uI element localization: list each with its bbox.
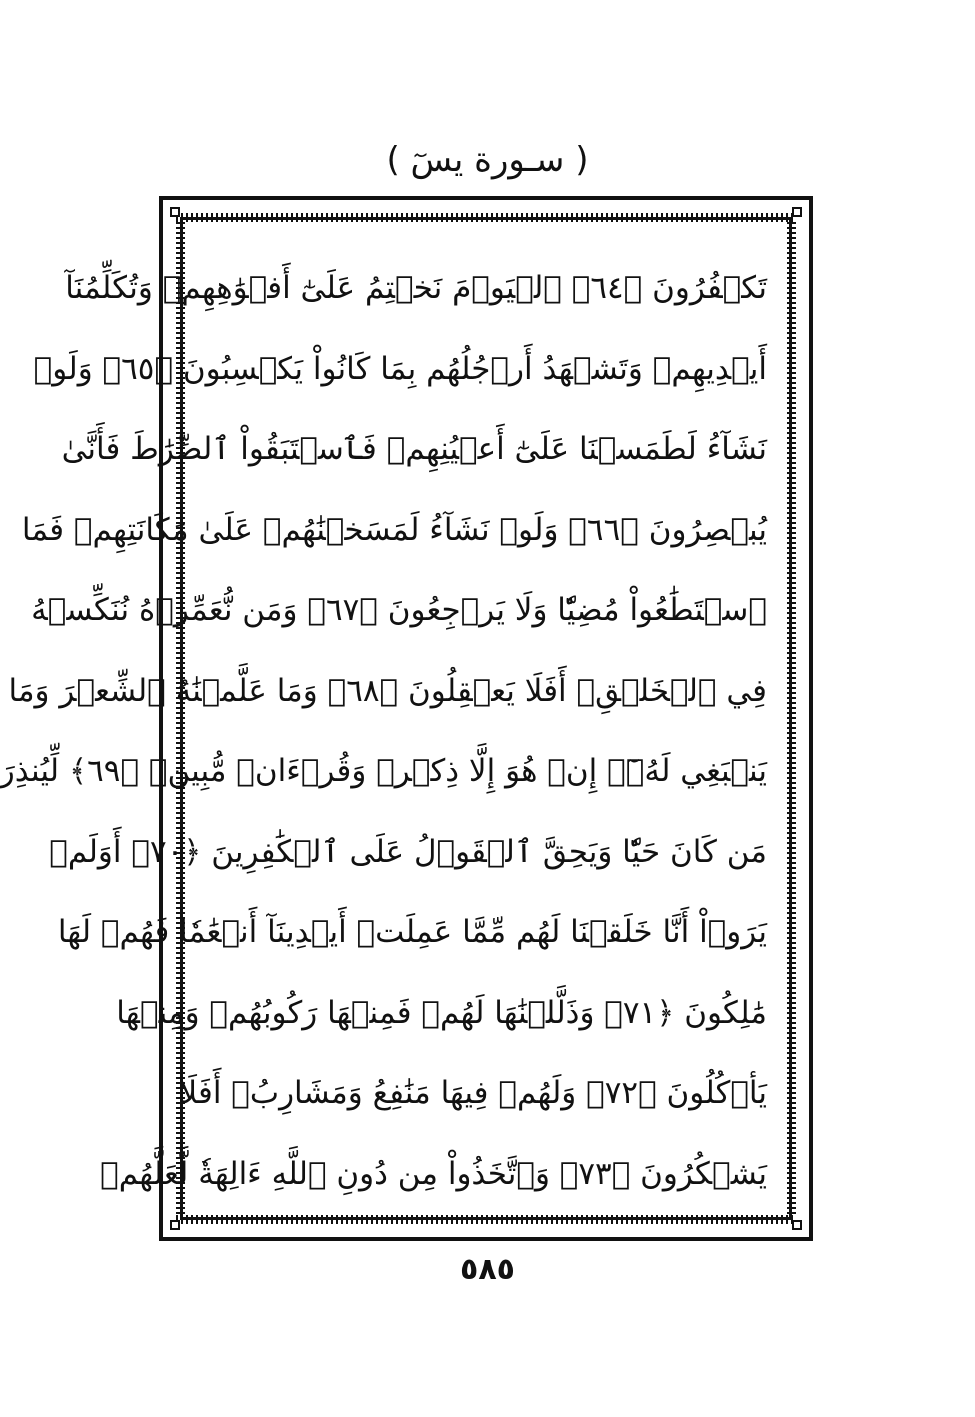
verse-line: نَشَآءُ لَطَمَسۡنَا عَلَىٰٓ أَعۡيُنِهِمۡ فَٱسۡتَبَقُواْ ٱلصِّرَٰطَ فَأَنَّىٰ (61, 431, 767, 467)
surah-title: ( سـورة يسٓ ) (386, 140, 589, 180)
verse-line: يَشۡكُرُونَ ﴿٧٣﴾ وَٱتَّخَذُواْ مِن دُونِ ٱللَّهِ ءَالِهَةٗ لَّعَلَّهُمۡ (100, 1155, 767, 1192)
verse-line: تَكۡفُرُونَ ﴿٦٤﴾ ٱلۡيَوۡمَ نَخۡتِمُ عَلَىٰٓ أَفۡوَٰهِهِمۡ وَتُكَلِّمُنَآ (65, 270, 767, 306)
frame-corner-ornament (170, 207, 180, 217)
page-number: ٥٨٥ (460, 1252, 515, 1287)
verse-line: أَيۡدِيهِمۡ وَتَشۡهَدُ أَرۡجُلُهُم بِمَا كَانُواْ يَكۡسِبُونَ ﴿٦٥﴾ وَلَوۡ (33, 350, 767, 387)
verse-line: مَن كَانَ حَيّٗا وَيَحِقَّ ٱلۡقَوۡلُ عَلَى ٱلۡكَٰفِرِينَ ﴿٧٠﴾ أَوَلَمۡ (49, 833, 767, 870)
verse-text-block (0, 248, 767, 1214)
verse-line: ٱسۡتَطَٰعُواْ مُضِيّٗا وَلَا يَرۡجِعُونَ ﴿٦٧﴾ وَمَن نُّعَمِّرۡهُ نُنَكِّسۡهُ (31, 592, 767, 628)
verse-line: فِي ٱلۡخَلۡقِۚ أَفَلَا يَعۡقِلُونَ ﴿٦٨﴾ وَمَا عَلَّمۡنَٰهُ ٱلشِّعۡرَ وَمَا (8, 672, 767, 709)
verse-line: مَٰلِكُونَ ﴿٧١﴾ وَذَلَّلۡنَٰهَا لَهُمۡ فَمِنۡهَا رَكُوبُهُمۡ وَمِنۡهَا (116, 994, 767, 1031)
frame-corner-ornament (792, 1220, 802, 1230)
frame-corner-ornament (170, 1220, 180, 1230)
verse-line: يَرَوۡاْ أَنَّا خَلَقۡنَا لَهُم مِّمَّا عَمِلَتۡ أَيۡدِينَآ أَنۡعَٰمٗا فَهُمۡ لَهَا (57, 914, 767, 950)
verse-line: يُبۡصِرُونَ ﴿٦٦﴾ وَلَوۡ نَشَآءُ لَمَسَخۡنَٰهُمۡ عَلَىٰ مَكَانَتِهِمۡ فَمَا (21, 511, 767, 548)
verse-line: يَأۡكُلُونَ ﴿٧٢﴾ وَلَهُمۡ فِيهَا مَنَٰفِعُ وَمَشَارِبُۚ أَفَلَا (179, 1075, 767, 1111)
frame-corner-ornament (792, 207, 802, 217)
verse-line: يَنۢبَغِي لَهُۥٓۚ إِنۡ هُوَ إِلَّا ذِكۡرٞ وَقُرۡءَانٞ مُّبِينٞ ﴿٦٩﴾ لِّيُنذِرَ (0, 753, 767, 789)
